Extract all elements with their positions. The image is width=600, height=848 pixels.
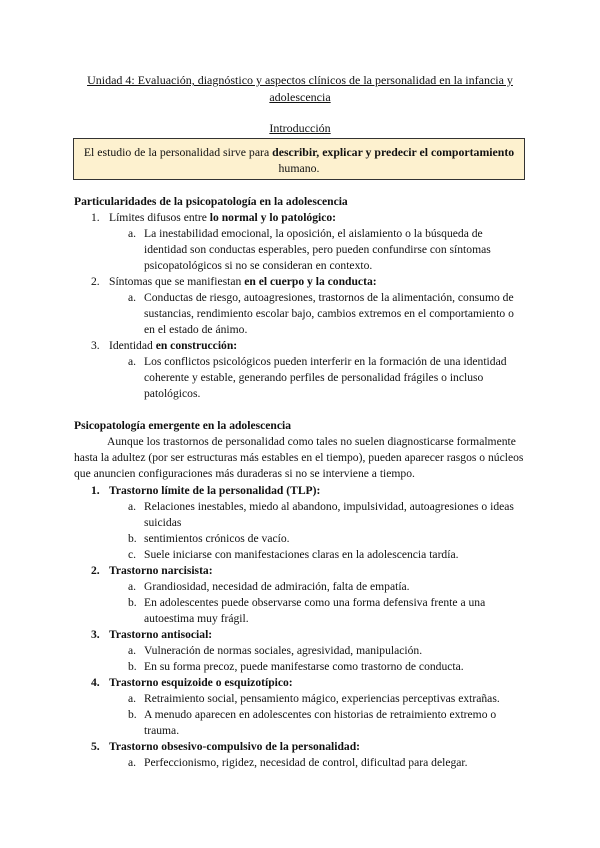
sub-item-text: Vulneración de normas sociales, agresividad, manipulación.	[144, 644, 423, 657]
list-item	[74, 210, 526, 226]
sub-item-letter: c.	[128, 548, 137, 561]
item-bold-text: en construcción:	[155, 339, 238, 352]
sub-item-letter: a.	[128, 692, 137, 705]
sub-item	[74, 643, 526, 659]
sub-item	[74, 579, 526, 595]
sub-item	[74, 755, 526, 771]
sub-item-letter: a.	[128, 580, 137, 593]
item-number: 1.	[91, 484, 100, 497]
item-label: Trastorno obsesivo-compulsivo de la personalidad:	[109, 740, 361, 753]
sub-item-text: Grandiosidad, necesidad de admiración, falta de empatía.	[144, 580, 410, 593]
sub-item-letter: a.	[128, 355, 137, 368]
item-label: Trastorno antisocial:	[109, 628, 213, 641]
sub-item-text: La inestabilidad emocional, la oposición, el aislamiento o la búsqueda de identidad son conductas esperables, pero pueden confundirse con síntomas psicopatológicos si no se consideran en contexto.	[144, 227, 491, 272]
item-label: Trastorno esquizoide o esquizotípico:	[109, 676, 293, 689]
item-number: 4.	[91, 676, 100, 689]
sub-item-letter: b.	[128, 708, 137, 721]
list-item	[74, 274, 526, 290]
item-text: Límites difusos entre	[109, 211, 210, 224]
sub-item-text: Retraimiento social, pensamiento mágico, experiencias perceptivas extrañas.	[144, 692, 500, 705]
sub-item	[74, 531, 526, 547]
section-psicopatologia-emergente	[74, 418, 526, 771]
section-heading: Particularidades de la psicopatología en la adolescencia	[74, 195, 348, 208]
list-item	[74, 675, 526, 691]
list-item	[74, 627, 526, 643]
item-text: Identidad	[109, 339, 156, 352]
sub-item-letter: a.	[128, 644, 137, 657]
sub-item-letter: a.	[128, 500, 137, 513]
intro-heading: Introducción	[269, 121, 331, 135]
list-item	[74, 338, 526, 354]
list-item	[74, 563, 526, 579]
sub-item-text: Conductas de riesgo, autoagresiones, trastornos de la alimentación, consumo de sustancias, rendimiento escolar bajo, cambios extremos en el comportamiento o en el estado de ánimo.	[144, 291, 514, 336]
sub-item	[74, 226, 526, 274]
item-bold-text: en el cuerpo y la conducta:	[244, 275, 377, 288]
sub-item-text: A menudo aparecen en adolescentes con historias de retraimiento extremo o trauma.	[144, 708, 497, 737]
sub-item-text: Perfeccionismo, rigidez, necesidad de control, dificultad para delegar.	[144, 756, 468, 769]
item-number: 3.	[91, 628, 100, 641]
intro-text: El estudio de la personalidad sirve para	[83, 145, 273, 159]
sub-item	[74, 659, 526, 675]
sub-item-text: Relaciones inestables, miedo al abandono, impulsividad, autoagresiones o ideas suicidas	[144, 500, 514, 529]
sub-item-letter: a.	[128, 291, 137, 304]
list-item	[74, 739, 526, 755]
sub-item-text: Los conflictos psicológicos pueden interferir en la formación de una identidad coherente y estable, generando perfiles de personalidad frágiles o incluso patológicos.	[144, 355, 507, 400]
sub-item	[74, 290, 526, 338]
item-number: 2.	[91, 275, 100, 288]
sub-item-letter: a.	[128, 756, 137, 769]
item-number: 5.	[91, 740, 100, 753]
sub-item	[74, 547, 526, 563]
sub-item-letter: a.	[128, 227, 137, 240]
item-bold-text: lo normal y lo patológico:	[209, 211, 337, 224]
sub-item-text: En adolescentes puede observarse como una forma defensiva frente a una autoestima muy frágil.	[144, 596, 486, 625]
sub-item-letter: b.	[128, 532, 137, 545]
sub-item-text: sentimientos crónicos de vacío.	[144, 532, 290, 545]
item-text: Síntomas que se manifiestan	[109, 275, 245, 288]
sub-item	[74, 707, 526, 739]
sub-item	[74, 691, 526, 707]
document-title: Unidad 4: Evaluación, diagnóstico y aspectos clínicos de la personalidad en la infancia y adolescencia	[87, 73, 513, 104]
list-item	[74, 483, 526, 499]
sub-item-letter: b.	[128, 596, 137, 609]
sub-item-letter: b.	[128, 660, 137, 673]
sub-item	[74, 354, 526, 402]
item-number: 2.	[91, 564, 100, 577]
section-particularidades	[74, 194, 526, 402]
item-number: 1.	[91, 211, 100, 224]
item-label: Trastorno límite de la personalidad (TLP):	[109, 484, 321, 497]
intro-text-end: humano.	[278, 161, 320, 175]
sub-item	[74, 499, 526, 531]
sub-item-text: En su forma precoz, puede manifestarse como trastorno de conducta.	[144, 660, 464, 673]
sub-item-text: Suele iniciarse con manifestaciones claras en la adolescencia tardía.	[144, 548, 459, 561]
section-heading: Psicopatología emergente en la adolescencia	[74, 419, 292, 432]
item-label: Trastorno narcisista:	[109, 564, 213, 577]
intro-bold-text: describir, explicar y predecir el comportamiento	[272, 145, 515, 159]
intro-callout	[73, 138, 525, 180]
sub-item	[74, 595, 526, 627]
item-number: 3.	[91, 339, 100, 352]
section-paragraph: Aunque los trastornos de personalidad como tales no suelen diagnosticarse formalmente hasta la adultez (por ser estructuras más estables en el tiempo), pueden aparecer rasgos o núcleos que anuncien configuraciones más duraderas si no se interviene a tiempo.	[74, 435, 524, 480]
